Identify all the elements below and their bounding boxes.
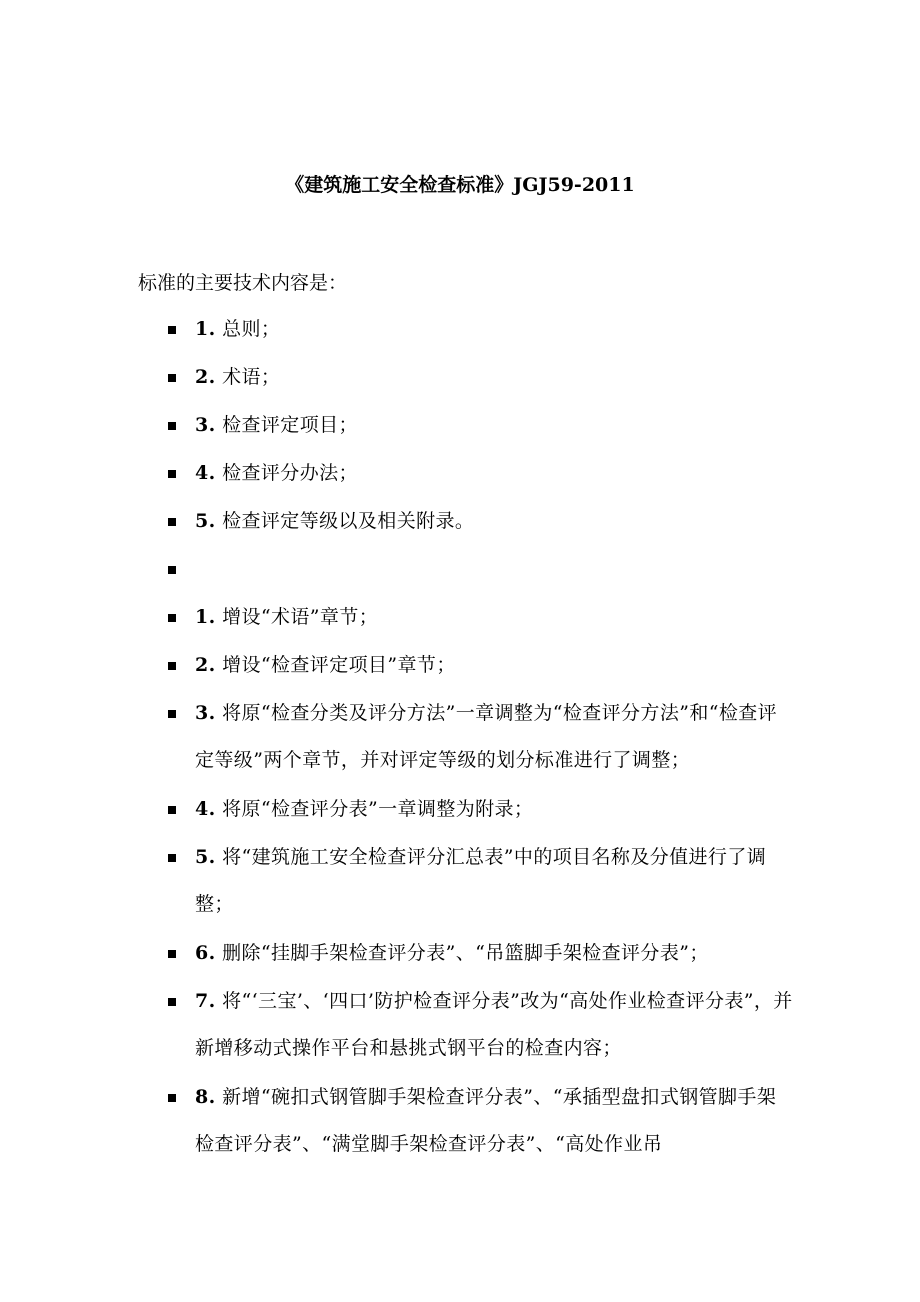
bullet-icon xyxy=(168,806,176,814)
bullet-icon xyxy=(168,998,176,1006)
item-number: 3. xyxy=(195,414,216,436)
item-text: 检查评定项目； xyxy=(222,414,358,436)
item-text: 删除“挂脚手架检查评分表”、“吊篮脚手架检查评分表”； xyxy=(222,942,709,964)
bullet-icon xyxy=(168,710,176,718)
item-text: 总则； xyxy=(222,318,281,340)
item-text: 将原“检查分类及评分方法”一章调整为“检查评分方法”和“检查评定等级”两个章节，并对评定等级的划分标准进行了调整； xyxy=(195,702,778,771)
bullet-icon xyxy=(168,662,176,670)
intro-text: 标准的主要技术内容是： xyxy=(138,272,348,294)
item-number: 5. xyxy=(195,510,216,532)
bullet-icon xyxy=(168,518,176,526)
item-number: 3. xyxy=(195,702,216,724)
item-number: 6. xyxy=(195,942,216,964)
bullet-icon xyxy=(168,422,176,430)
bullet-icon xyxy=(168,566,176,574)
item-text: 增设“术语”章节； xyxy=(222,606,379,628)
bullet-icon xyxy=(168,470,176,478)
bullet-icon xyxy=(168,326,176,334)
item-text: 术语； xyxy=(222,366,281,388)
bullet-icon xyxy=(168,614,176,622)
item-text: 检查评定等级以及相关附录。 xyxy=(222,510,475,532)
item-number: 2. xyxy=(195,654,216,676)
item-number: 4. xyxy=(195,462,216,484)
item-text: 增设“检查评定项目”章节； xyxy=(222,654,456,676)
item-text: 将“‘三宝’、‘四口’防护检查评分表”改为“高处作业检查评分表”，并新增移动式操作平台和悬挑式钢平台的检查内容； xyxy=(195,990,793,1059)
bullet-icon xyxy=(168,374,176,382)
item-number: 8. xyxy=(195,1086,216,1108)
item-number: 1. xyxy=(195,318,216,340)
item-text: 检查评分办法； xyxy=(222,462,358,484)
item-number: 2. xyxy=(195,366,216,388)
bullet-icon xyxy=(168,854,176,862)
item-number: 1. xyxy=(195,606,216,628)
item-text: 新增“碗扣式钢管脚手架检查评分表”、“承插型盘扣式钢管脚手架检查评分表”、“满堂脚手架检查评分表”、“高处作业吊 xyxy=(195,1086,777,1155)
bullet-icon xyxy=(168,1094,176,1102)
document-title: 《建筑施工安全检查标准》JGJ59-2011 xyxy=(285,174,635,196)
item-number: 5. xyxy=(195,846,216,868)
item-text: 将原“检查评分表”一章调整为附录； xyxy=(222,798,534,820)
item-number: 7. xyxy=(195,990,216,1012)
item-text: 将“建筑施工安全检查评分汇总表”中的项目名称及分值进行了调整； xyxy=(195,846,767,915)
bullet-icon xyxy=(168,950,176,958)
item-number: 4. xyxy=(195,798,216,820)
